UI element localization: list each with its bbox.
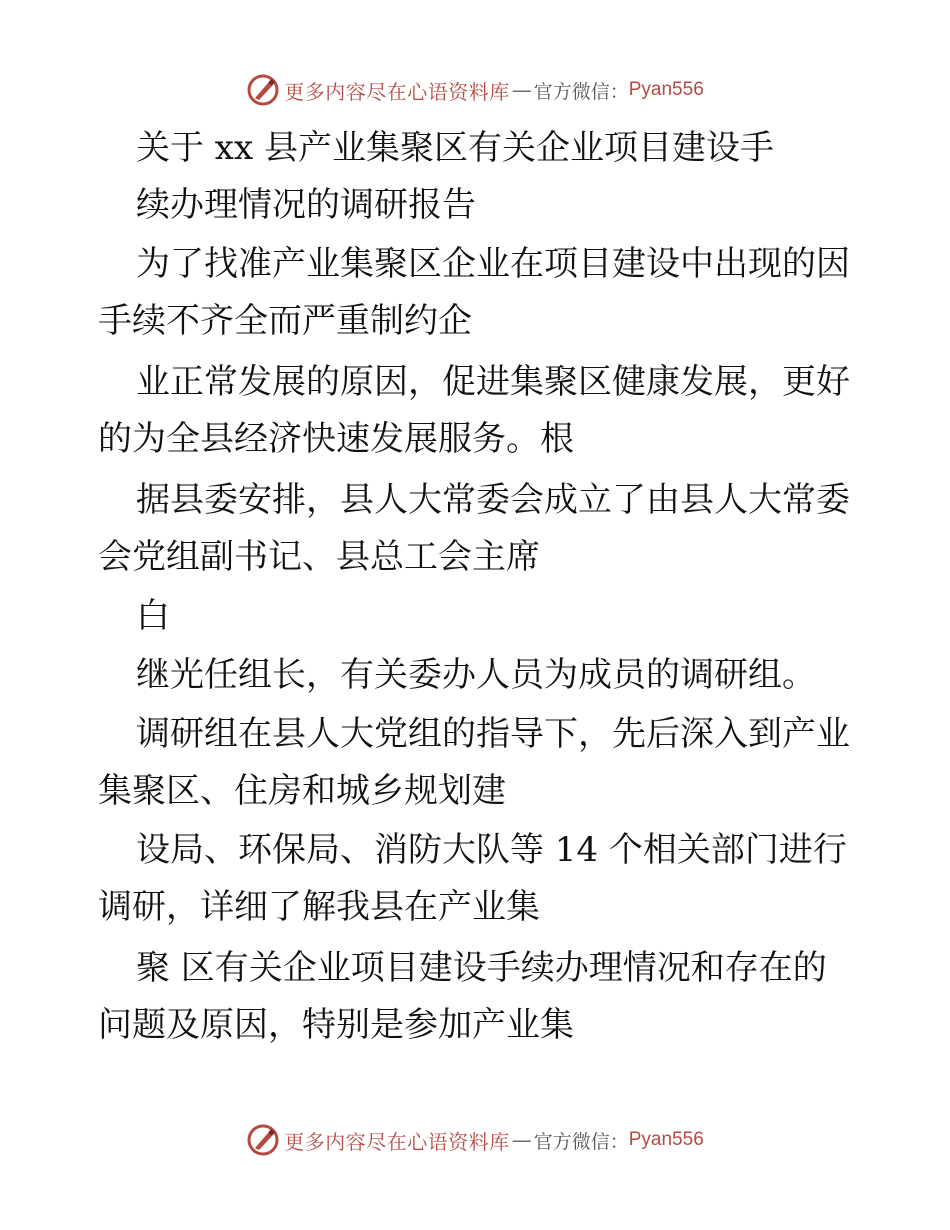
title-line-1: 关于 xx 县产业集聚区有关企业项目建设手 xyxy=(136,128,774,168)
banner-text: 更多内容尽在心语资料库 xyxy=(284,79,510,104)
banner-separator: — xyxy=(511,78,532,102)
paragraph-line: 白 xyxy=(136,596,170,636)
banner-separator: — xyxy=(511,1128,532,1152)
paragraph-line: 聚 区有关企业项目建设手续办理情况和存在的 xyxy=(136,948,827,988)
paragraph-line: 集聚区、住房和城乡规划建 xyxy=(98,771,506,811)
paragraph-line: 调研，详细了解我县在产业集 xyxy=(98,887,540,927)
pen-logo-icon xyxy=(246,73,280,107)
paragraph-line: 问题及原因，特别是参加产业集 xyxy=(98,1005,574,1045)
paragraph-line: 业正常发展的原因，促进集聚区健康发展，更好 xyxy=(136,362,850,402)
title-line-2: 续办理情况的调研报告 xyxy=(136,185,476,225)
paragraph-line: 为了找准产业集聚区企业在项目建设中出现的因 xyxy=(136,244,850,284)
footer-banner xyxy=(0,1120,950,1160)
paragraph-line: 调研组在县人大党组的指导下，先后深入到产业 xyxy=(136,714,850,754)
paragraph-line: 继光任组长，有关委办人员为成员的调研组。 xyxy=(136,655,816,695)
paragraph-line: 据县委安排，县人大常委会成立了由县人大常委 xyxy=(136,480,850,520)
banner-contact-label: 官方微信： xyxy=(533,80,629,103)
banner-contact-label: 官方微信： xyxy=(533,1130,629,1153)
banner-text: 更多内容尽在心语资料库 xyxy=(284,1129,510,1154)
paragraph-line: 设局、环保局、消防大队等 14 个相关部门进行 xyxy=(136,830,847,870)
paragraph-line: 会党组副书记、县总工会主席 xyxy=(98,537,540,577)
header-banner xyxy=(0,70,950,110)
paragraph-line: 手续不齐全而严重制约企 xyxy=(98,301,472,341)
paragraph-line: 的为全县经济快速发展服务。根 xyxy=(98,419,574,459)
banner-wechat-id: Pyan556 xyxy=(628,79,704,100)
banner-wechat-id: Pyan556 xyxy=(628,1129,704,1150)
pen-logo-icon xyxy=(246,1123,280,1157)
